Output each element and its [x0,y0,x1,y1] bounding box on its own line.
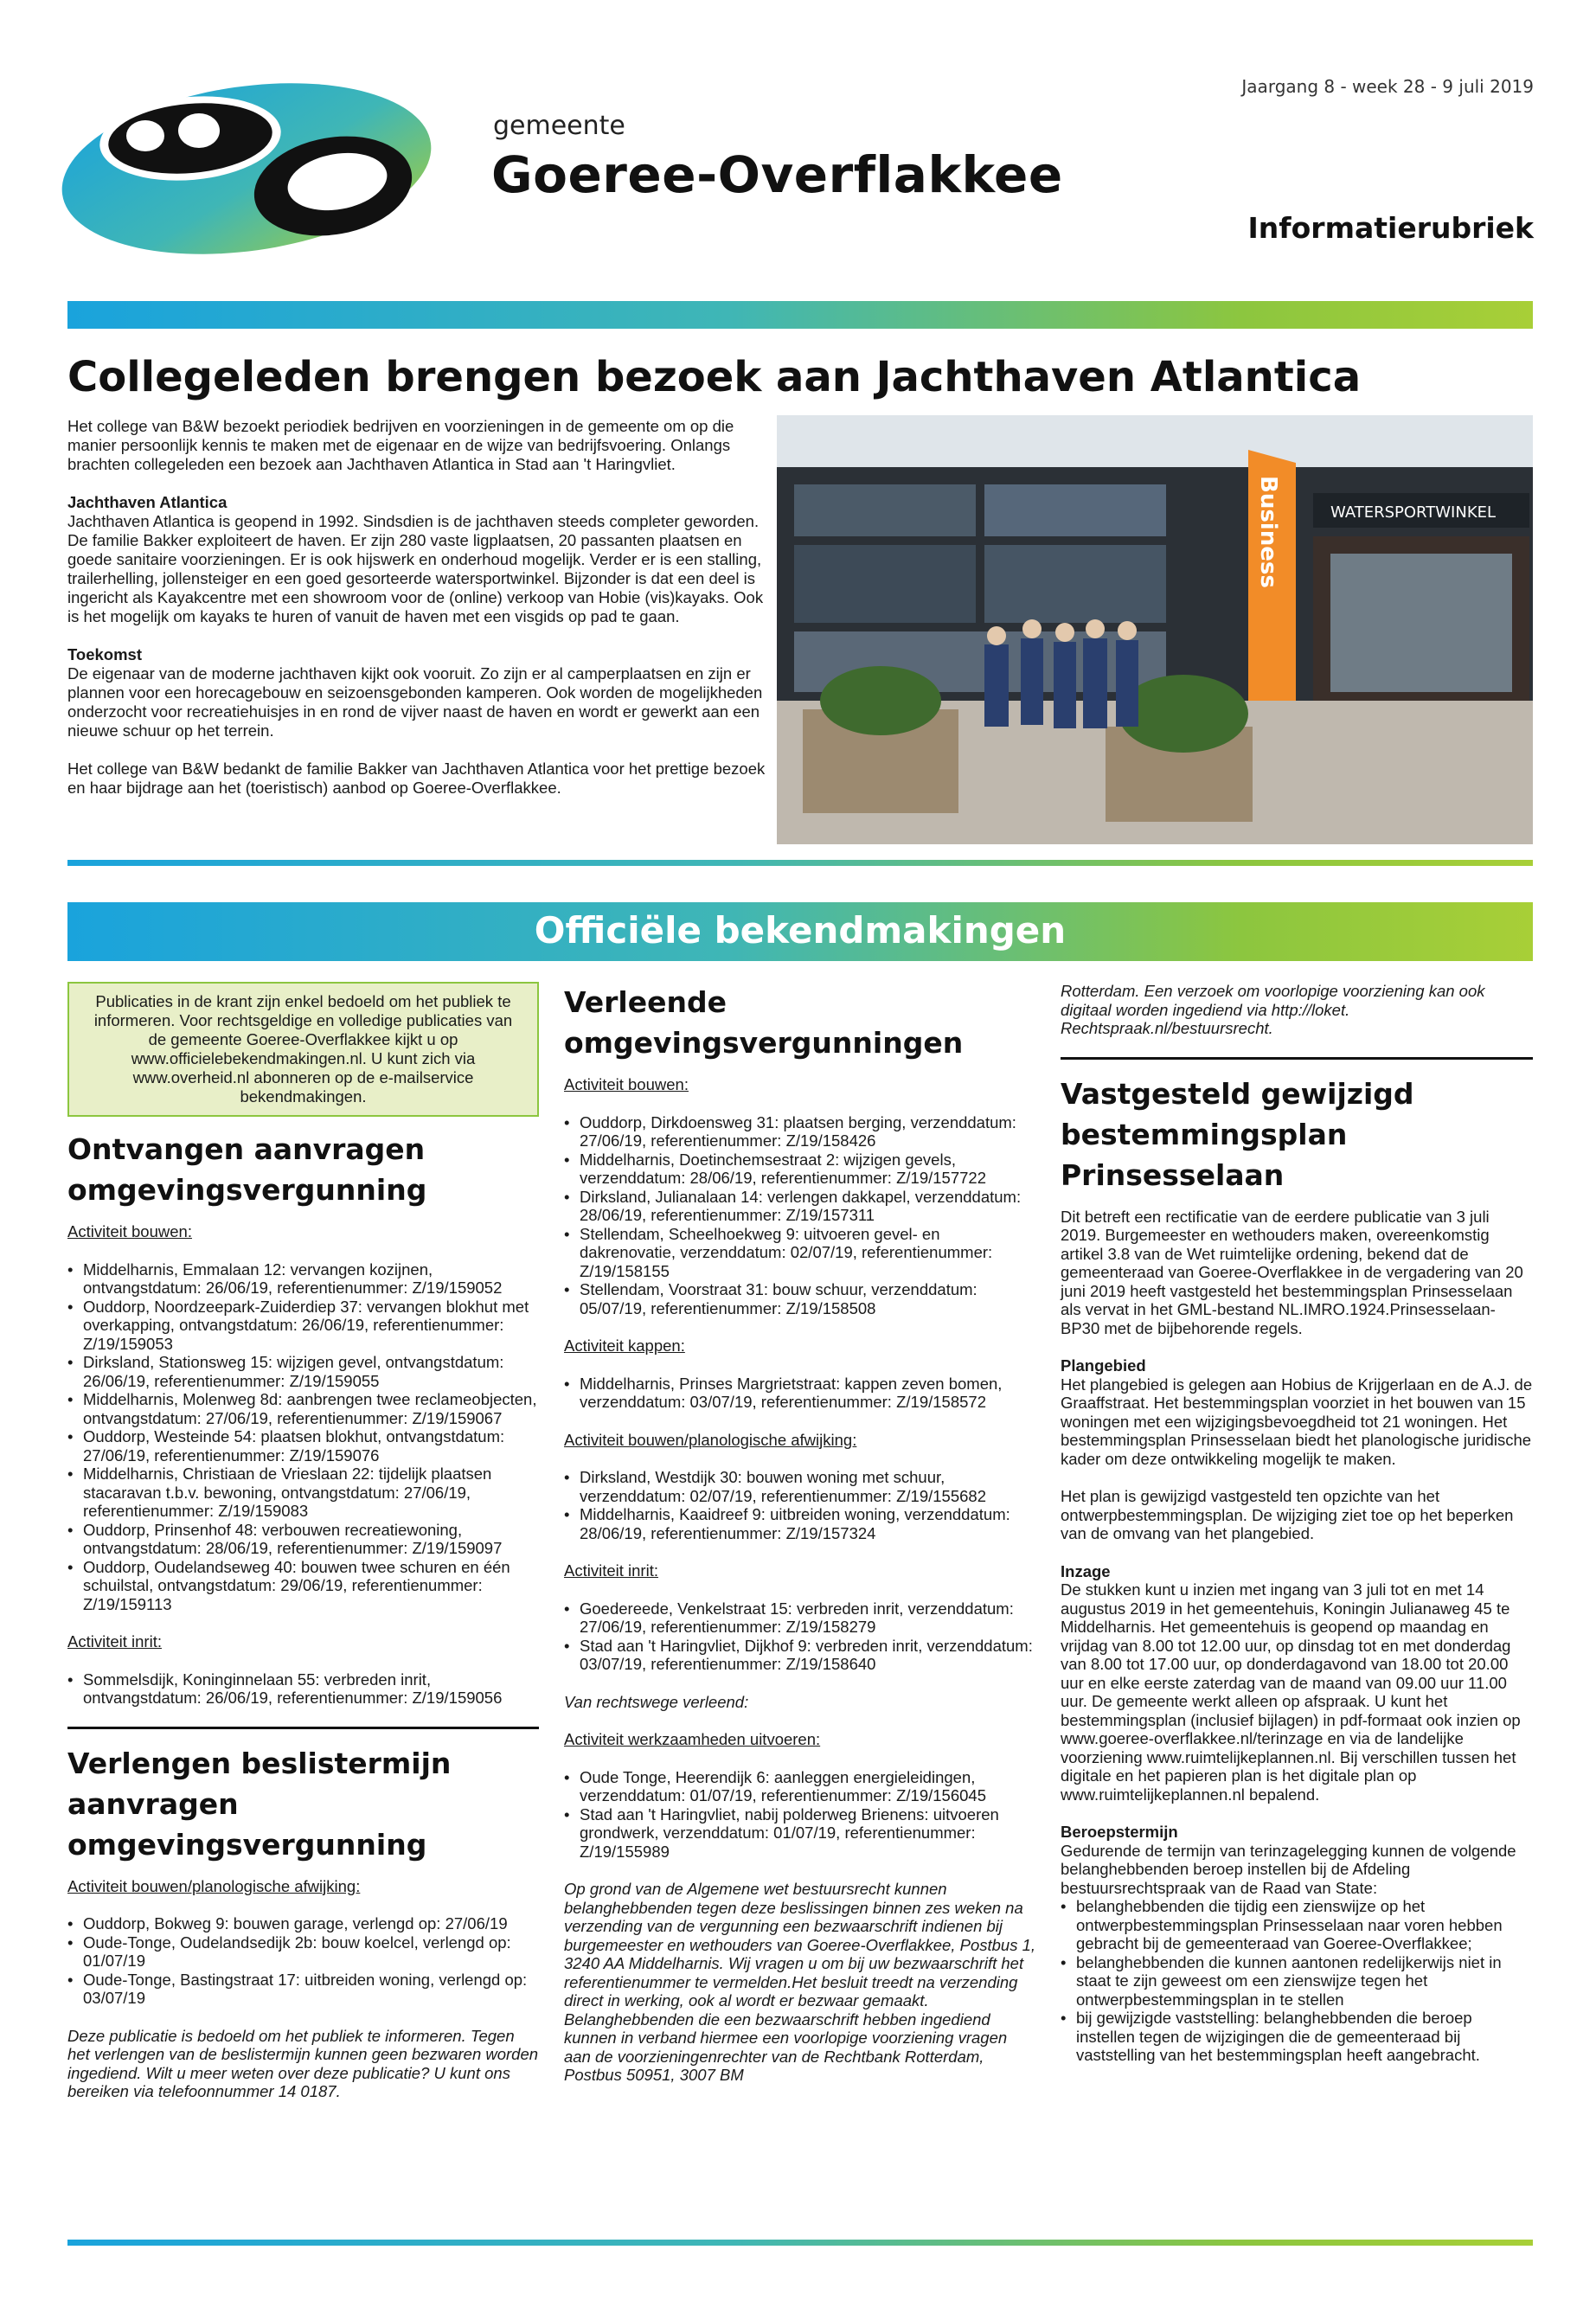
article-paragraph: De eigenaar van de moderne jachthaven kijkt ook vooruit. Zo zijn er al camperplaatsen en zijn er plannen voor een horecagebouw en seizoensgebonden kamperen. Ook worden de mogelijkheden onderzocht voor recreatiehuisjes in en rond de vijver naast de haven en wordt er gewerkt aan een nieuwe schuur op het terrein. [67,664,763,740]
marina-photo [777,415,1533,844]
permit-list [67,1914,539,2008]
column-1 [67,982,539,2120]
list-item: • bij gewijzigde vaststelling: belanghebbenden die beroep instellen tegen de wijzigingen die de gemeenteraad bij vaststelling van het bestemmingsplan heeft aangebracht. [1061,2009,1533,2065]
permit-list [67,1670,539,1708]
article-subheading: Toekomst [67,645,143,663]
list-item: • Stellendam, Scheelhoekweg 9: uitvoeren gevel- en dakrenovatie, verzenddatum: 02/07/19, referentienummer: Z/19/158155 [564,1225,1036,1281]
list-item: • Stellendam, Voorstraat 31: bouw schuur, verzenddatum: 05/07/19, referentienummer: Z/19/158508 [564,1280,1036,1317]
column-3 [1061,982,1533,2084]
list-item: • Dirksland, Stationsweg 15: wijzigen gevel, ontvangstdatum: 26/06/19, referentienummer: Z/19/159055 [67,1353,539,1390]
activity-label: Activiteit bouwen: [564,1075,689,1093]
paragraph: Gedurende de termijn van terinzagelegging kunnen de volgende belanghebbenden beroep instellen bij de Afdeling bestuursrechtspraak van de Raad van State: [1061,1841,1516,1897]
activity-label: Activiteit bouwen/planologische afwijking: [564,1430,857,1449]
appeal-list [1061,1897,1533,2065]
list-item: • Middelharnis, Christiaan de Vrieslaan 22: tijdelijk plaatsen stacaravan t.b.v. bewoning, ontvangstdatum: 27/06/19, referentienummer: Z/19/159083 [67,1465,539,1521]
rechtswege-label: Van rechtswege verleend: [564,1692,749,1711]
subheading: Plangebied [1061,1356,1146,1375]
list-item: • Stad aan 't Haringvliet, nabij polderweg Brienens: uitvoeren grondwerk, verzenddatum: 01/07/19, referentienummer: Z/19/155989 [564,1805,1036,1862]
list-item: • Ouddorp, Dirkdoensweg 31: plaatsen berging, verzenddatum: 27/06/19, referentienummer: Z/19/158426 [564,1113,1036,1150]
list-item: • Dirksland, Julianalaan 14: verlengen dakkapel, verzenddatum: 28/06/19, referentienummer: Z/19/157311 [564,1188,1036,1225]
list-item: • Dirksland, Westdijk 30: bouwen woning met schuur, verzenddatum: 02/07/19, referentienummer: Z/19/155682 [564,1468,1036,1505]
list-item: • Sommelsdijk, Koninginnelaan 55: verbreden inrit, ontvangstdatum: 26/06/19, referentienummer: Z/19/159056 [67,1670,539,1708]
list-item: • Oude Tonge, Heerendijk 6: aanleggen energieleidingen, verzenddatum: 01/07/19, referentienummer: Z/19/156045 [564,1768,1036,1805]
list-item: • Ouddorp, Westeinde 54: plaatsen blokhut, ontvangstdatum: 27/06/19, referentienummer: Z/19/159076 [67,1427,539,1465]
article-paragraph: Jachthaven Atlantica is geopend in 1992. Sindsdien is de jachthaven steeds completer geworden. De familie Bakker exploiteert de haven. Er zijn 280 vaste ligplaatsen, 20 passanten plaatsen en goede sanitaire voorzieningen. Er is ook hijswerk en onderhoud mogelijk. Verder er is een stalling, trailerhelling, jollensteiger en een goed gesorteerde watersportwinkel. Bijzonder is dat een deel is ingericht als Kayakcentre met een showroom voor de (online) verkoop van Hobie (vis)kayaks. Ook is het mogelijk om kayaks te huren of vanuit de haven met een visgids op pad te gaan. [67,512,764,625]
activity-label: Activiteit inrit: [564,1561,658,1580]
issue-meta: Jaargang 8 - week 28 - 9 juli 2019 [1241,76,1534,97]
article-paragraph: Het college van B&W bedankt de familie Bakker van Jachthaven Atlantica voor het prettige bezoek en haar bijdrage aan het (toeristisch) aanbod op Goeree-Overflakkee. [67,760,766,797]
column-2 [564,982,1036,2104]
section-title: Verlengen beslistermijn aanvragen omgevingsvergunning [67,1746,452,1862]
shop-sign: WATERSPORTWINKEL [1330,503,1497,522]
activity-label: Activiteit bouwen: [67,1222,192,1240]
list-item: • Ouddorp, Oudelandseweg 40: bouwen twee schuren en één schuilstal, ontvangstdatum: 29/06/19, referentienummer: Z/19/159113 [67,1558,539,1614]
list-item: • belanghebbenden die kunnen aantonen redelijkerwijs niet in staat te zijn geweest om een zienswijze tegen het ontwerpbestemmingsplan in te stellen [1061,1953,1533,2009]
banner-title: Officiële bekendmakingen [534,909,1067,952]
section-label: Informatierubriek [1247,211,1534,245]
paragraph: De stukken kunt u inzien met ingang van 3 juli tot en met 14 augustus 2019 in het gemeentehuis, Koningin Julianaweg 45 te Middelharnis. Het gemeentehuis is geopend op maandag en vrijdag van 8.00 tot 12.00 uur, op dinsdag tot en met donderdag van 8.00 tot 17.00 uur, op donderdagavond van 18.00 tot 20.00 uur en elke eerste zaterdag van de maand van 09.00 uur 11.00 uur. De gemeente werkt alleen op afspraak. U kunt het bestemmingsplan (inclusief bijlagen) in pdf-formaat ook inzien op www.goeree-overflakkee.nl/terinzage en via de landelijke voorziening www.ruimtelijkeplannen.nl. Bij verschillen tussen het digitale en het papieren plan is het digitale plan op www.ruimtelijkeplannen.nl bepalend. [1061,1580,1521,1804]
paragraph: Het plangebied is gelegen aan Hobius de Krijgerlaan en de A.J. de Graaffstraat. Het bestemmingsplan voorziet in het bouwen van 15 woningen met een wijzigingsbevoegdheid tot 21 woningen. Het bestemmingsplan Prinsesselaan biedt het planologische juridische kader om deze ontwikkeling mogelijk te maken. [1061,1375,1533,1468]
announcements-banner [67,902,1533,961]
activity-label: Activiteit inrit: [67,1632,162,1650]
list-item: • Middelharnis, Kaaidreef 9: uitbreiden woning, verzenddatum: 28/06/19, referentienummer: Z/19/157324 [564,1505,1036,1542]
list-item: • Ouddorp, Noordzeepark-Zuiderdiep 37: vervangen blokhut met overkapping, ontvangstdatum: 26/06/19, referentienummer: Z/19/159053 [67,1298,539,1354]
subheading: Inzage [1061,1561,1111,1580]
article-subheading: Jachthaven Atlantica [67,493,228,511]
list-item: • Middelharnis, Prinses Margrietstraat: kappen zeven bomen, verzenddatum: 03/07/19, referentienummer: Z/19/158572 [564,1375,1036,1412]
section-divider [67,1727,539,1729]
list-item: • belanghebbenden die tijdig een zienswijze op het ontwerpbestemmingsplan Prinsesselaan naar voren hebben gebracht bij de gemeenteraad van Goeree-Overflakkee; [1061,1897,1533,1953]
paragraph: Dit betreft een rectificatie van de eerdere publicatie van 3 juli 2019. Burgemeester en wethouders maken, overeenkomstig artikel 3.8 van de Wet ruimtelijke ordening, bekend dat de gemeenteraad van Goeree-Overflakkee in de vergadering van 20 juni 2019 heeft vastgesteld het bestemmingsplan Prinsesselaan als vervat in het GML-bestand NL.IMRO.1924.Prinsesselaan-BP30 met de bijbehorende regels. [1061,1207,1523,1337]
article-headline: Collegeleden brengen bezoek aan Jachthaven Atlantica [67,353,1362,401]
permit-list [564,1599,1036,1674]
municipality-logo-icon [61,74,450,264]
subheading: Beroepstermijn [1061,1823,1178,1841]
article-paragraph: Het college van B&W bezoekt periodiek bedrijven en voorzieningen in de gemeente om op die manier persoonlijk kennis te maken met de eigenaar en de wijze van bedrijfsvoering. Onlangs brachten collegeleden een bezoek aan Jachthaven Atlantica in Stad aan 't Haringvliet. [67,417,734,473]
list-item: • Oude-Tonge, Oudelandsedijk 2b: bouw koelcel, verlengd op: 01/07/19 [67,1933,539,1971]
permit-list [564,1468,1036,1542]
list-item: • Middelharnis, Molenweg 8d: aanbrengen twee reclameobjecten, ontvangstdatum: 27/06/19, referentienummer: Z/19/159067 [67,1390,539,1427]
continued-note: Rotterdam. Een verzoek om voorlopige voorziening kan ook digitaal worden ingediend via http://loket. Rechtspraak.nl/bestuursrecht. [1061,982,1485,1037]
section-title: Vastgesteld gewijzigd bestemmingsplan Prinsesselaan [1061,1076,1414,1192]
list-item: • Oude-Tonge, Bastingstraat 17: uitbreiden woning, verlengd op: 03/07/19 [67,1971,539,2008]
article-section [67,493,768,626]
closing-note: Op grond van de Algemene wet bestuursrecht kunnen belanghebbenden tegen deze beslissingen binnen zes weken na verzending van de vergunning een bezwaarschrift indienen bij burgemeester en wethouders van Goeree-Overflakkee, Postbus 1, 3240 AA Middelharnis. Wij vragen u om bij uw bezwaarschrift het referentienummer te vermelden.Het besluit treedt na verzending direct in werking, ook al wordt er bezwaar gemaakt. Belanghebbenden die een bezwaarschrift hebben ingediend kunnen in verband hiermee een voorlopige voorziening vragen aan de voorzieningenrechter van de Rechtbank Rotterdam, Postbus 50951, 3007 BM [564,1880,1036,2084]
bottom-gradient-bar [67,2240,1533,2246]
activity-label: Activiteit kappen: [564,1336,685,1355]
article-divider [67,860,1533,866]
section-title: Verleende omgevingsvergunningen [564,985,964,1060]
list-item: • Middelharnis, Doetinchemsestraat 2: wijzigen gevels, verzenddatum: 28/06/19, referentienummer: Z/19/157722 [564,1150,1036,1188]
list-item: • Ouddorp, Bokweg 9: bouwen garage, verlengd op: 27/06/19 [67,1914,539,1933]
list-item: • Ouddorp, Prinsenhof 48: verbouwen recreatiewoning, ontvangstdatum: 28/06/19, referentienummer: Z/19/159097 [67,1521,539,1558]
list-item: • Goedereede, Venkelstraat 15: verbreden inrit, verzenddatum: 27/06/19, referentienummer: Z/19/158279 [564,1599,1036,1637]
permit-list [564,1113,1036,1318]
activity-label: Activiteit werkzaamheden uitvoeren: [564,1730,821,1748]
section-divider [1061,1057,1533,1060]
list-item: • Middelharnis, Emmalaan 12: vervangen kozijnen, ontvangstdatum: 26/06/19, referentienummer: Z/19/159052 [67,1260,539,1298]
top-gradient-bar [67,301,1533,329]
article-section [67,645,768,740]
permit-list [67,1260,539,1614]
paragraph: Het plan is gewijzigd vastgesteld ten opzichte van het ontwerpbestemmingsplan. De wijziging ziet toe op het beperken van de omvang van het plangebied. [1061,1487,1514,1542]
permit-list [564,1768,1036,1862]
permit-list [564,1375,1036,1412]
article-body [67,417,768,817]
brand-prefix: gemeente [493,111,625,141]
closing-note: Deze publicatie is bedoeld om het publiek te informeren. Tegen het verlengen van de beslistermijn kunnen geen bezwaren worden ingediend. Wilt u meer weten over deze publicatie? U kunt ons bereiken via telefoonnummer 14 0187. [67,2026,539,2100]
brand-name: Goeree-Overflakkee [491,145,1063,204]
notice-box: Publicaties in de krant zijn enkel bedoeld om het publiek te informeren. Voor rechtsgeldige en volledige publicaties van de gemeente Goeree-Overflakkee kijkt u op www.officielebekendmakingen.nl. U kunt zich via www.overheid.nl abonneren op de e-mailservice bekendmakingen. [67,982,539,1117]
flag-text: Business [1255,476,1281,588]
list-item: • Stad aan 't Haringvliet, Dijkhof 9: verbreden inrit, verzenddatum: 03/07/19, referentienummer: Z/19/158640 [564,1637,1036,1674]
activity-label: Activiteit bouwen/planologische afwijking: [67,1876,361,1895]
section-title: Ontvangen aanvragen omgevingsvergunning [67,1132,427,1207]
